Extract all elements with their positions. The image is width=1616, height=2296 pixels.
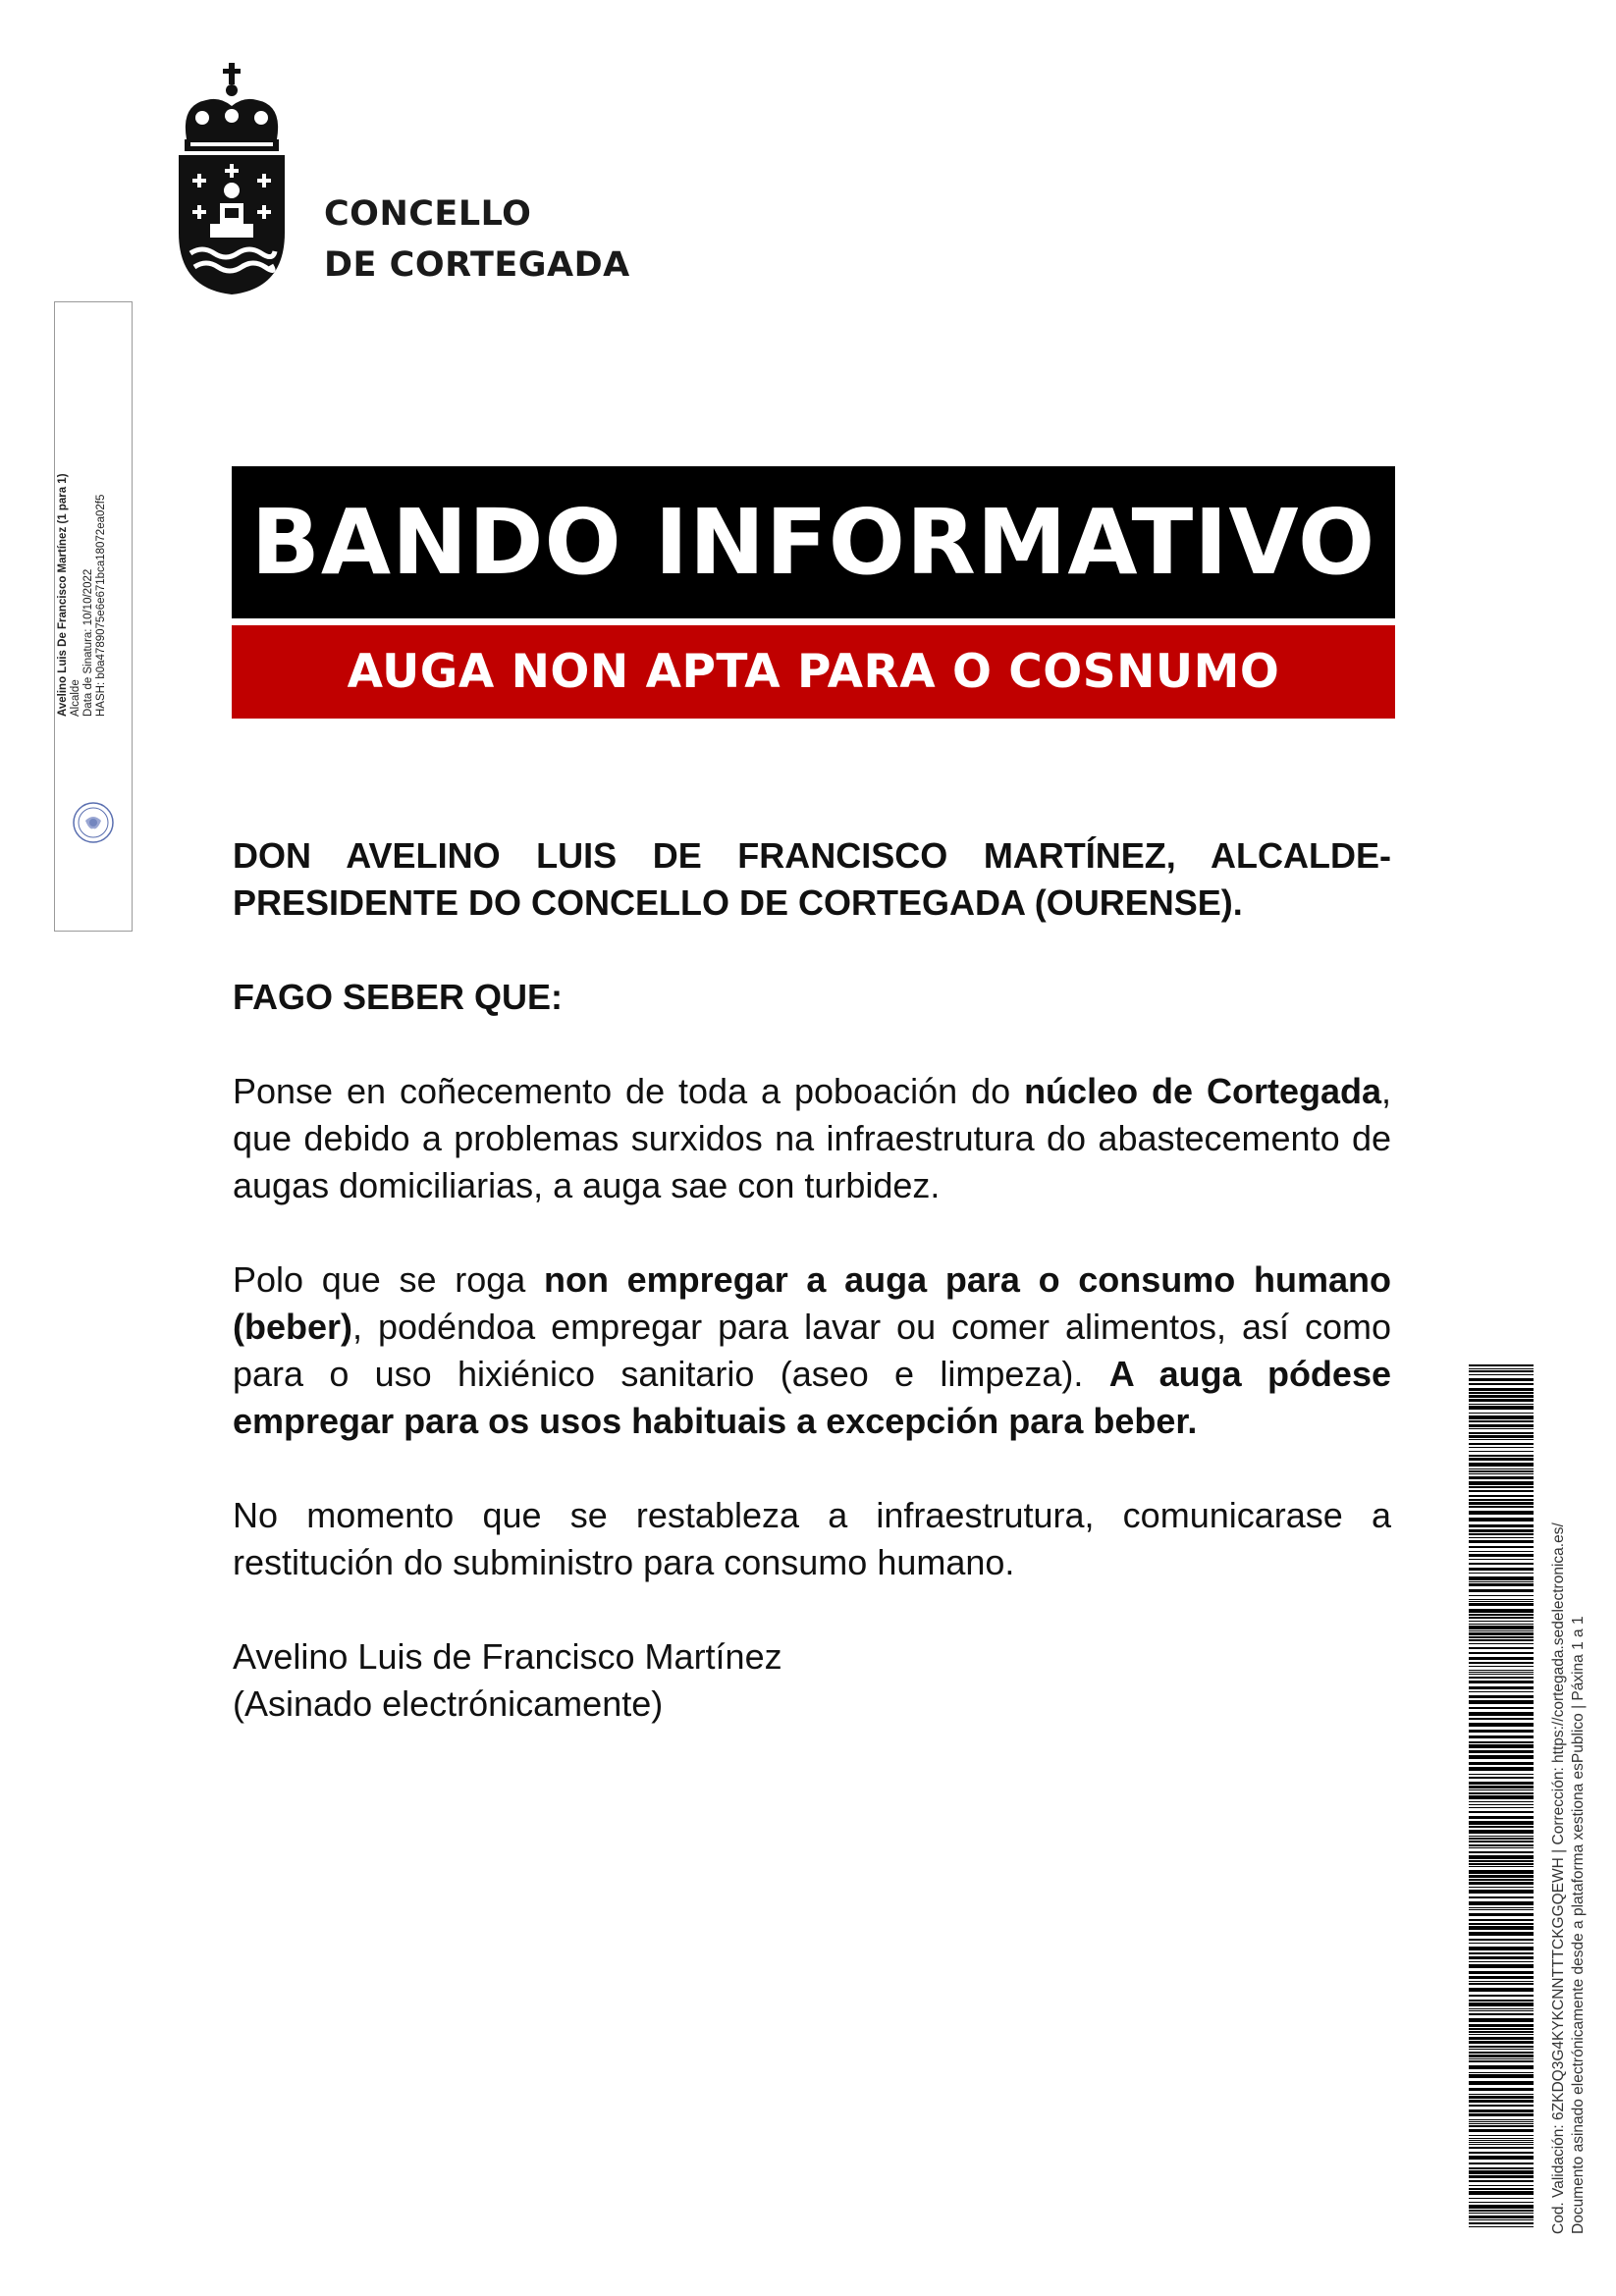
barcode-icon <box>1469 1364 1534 2228</box>
p1-text-a: Ponse en coñecemento de toda a poboación do <box>233 1071 1025 1111</box>
coat-of-arms-icon <box>173 61 291 296</box>
paragraph-2 <box>233 1256 1391 1445</box>
paragraph-1 <box>233 1068 1391 1209</box>
fago-heading: FAGO SEBER QUE: <box>233 977 564 1017</box>
signature-stamp-text <box>57 304 108 717</box>
org-line-1: CONCELLO <box>324 194 532 234</box>
organization-name <box>324 188 630 291</box>
p1-text-b: , que debido a problemas surxidos na infraestrutura do abastecemento de augas domiciliarias, a auga sae con turbidez. <box>233 1071 1392 1205</box>
p1-bold: núcleo de Cortegada <box>1024 1071 1381 1111</box>
signer-name: Avelino Luis de Francisco Martínez <box>233 1636 782 1677</box>
validation-footer <box>1549 1351 1589 2234</box>
validation-line-2: Documento asinado electrónicamente desde a plataforma xestiona esPublico | Páxina 1 a 1 <box>1570 1616 1587 2234</box>
paragraph-3: No momento que se restableza a infraestrutura, comunicarase a restitución do subministro para consumo humano. <box>233 1495 1391 1582</box>
banner-title: BANDO INFORMATIVO <box>232 466 1395 618</box>
org-line-2: DE CORTEGADA <box>324 245 630 285</box>
p2-bold-2: A auga pódese empregar para os usos habituais a excepción para beber. <box>233 1354 1391 1441</box>
issuer-heading: DON AVELINO LUIS DE FRANCISCO MARTÍNEZ, ALCALDE-PRESIDENTE DO CONCELLO DE CORTEGADA (OURENSE). <box>233 835 1391 923</box>
p2-text-b: , podéndoa empregar para lavar ou comer alimentos, así como para o uso hixiénico sanitario (aseo e limpeza). <box>233 1307 1391 1394</box>
stamp-signer: Avelino Luis De Francisco Martínez (1 para 1) <box>57 473 69 717</box>
p2-text-a: Polo que se roga <box>233 1259 544 1300</box>
official-seal-icon <box>72 801 115 844</box>
signer-note: (Asinado electrónicamente) <box>233 1683 664 1724</box>
p2-bold-1: non empregar a auga para o consumo humano (beber) <box>233 1259 1391 1347</box>
validation-line-1: Cod. Validación: 6ZKDQ3G4KYKCNNTTTCKGGQEWH | Corrección: https://cortegada.sedelectronica.es/ <box>1550 1522 1567 2234</box>
signature-stamp <box>54 301 133 932</box>
banner-subtitle: AUGA NON APTA PARA O COSNUMO <box>232 625 1395 719</box>
stamp-role: Alcalde <box>70 679 81 717</box>
stamp-date: Data de Sinatura: 10/10/2022 <box>82 568 94 717</box>
stamp-hash: HASH: b0a4789075e6e671bca18072ea02f5 <box>95 494 107 717</box>
document-body <box>233 832 1391 1728</box>
